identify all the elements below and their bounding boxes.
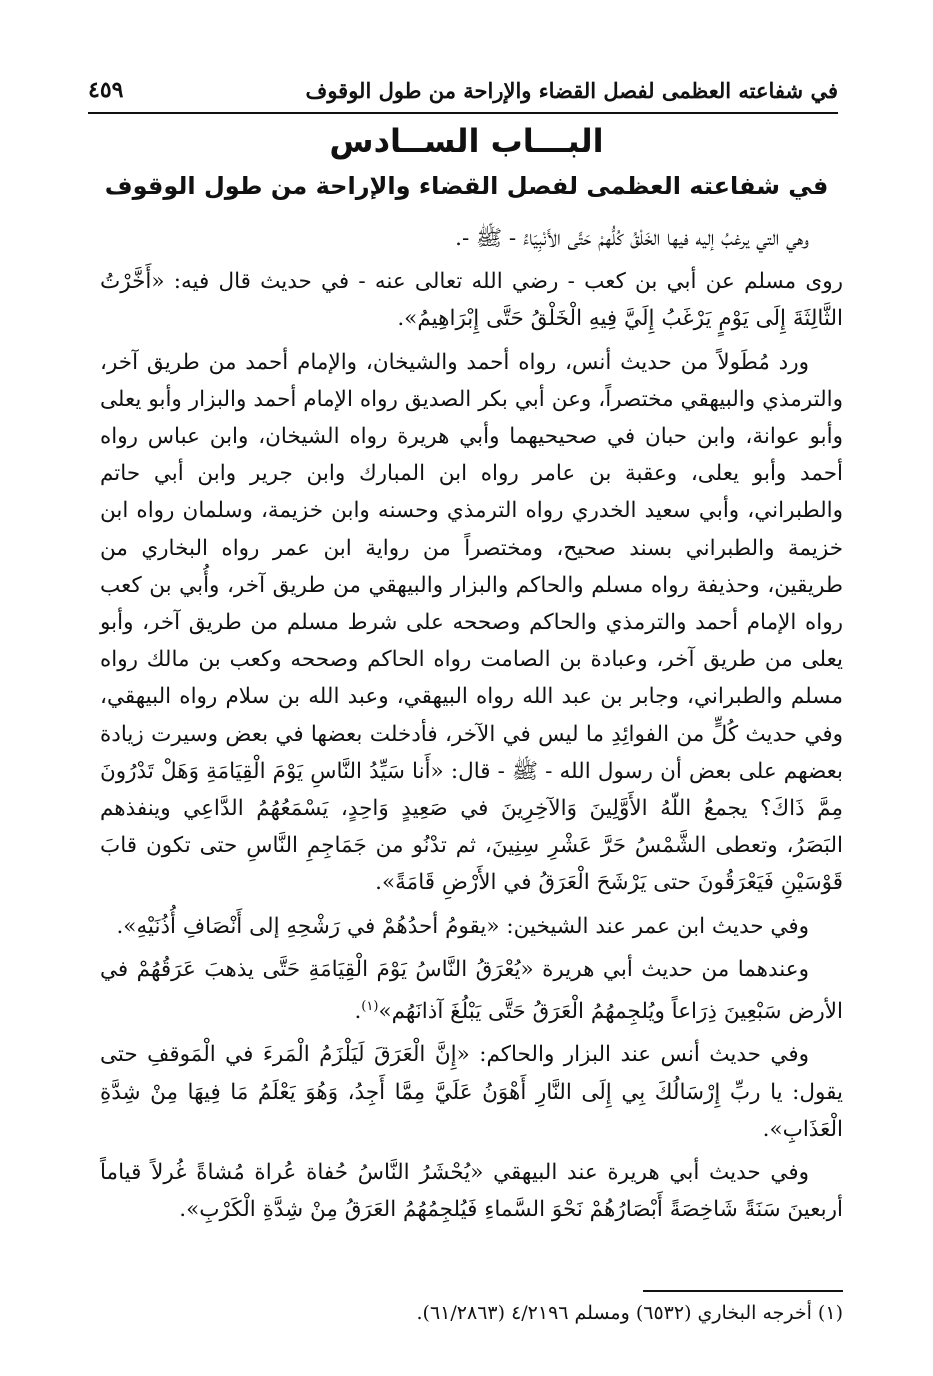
chapter-subtitle: في شفاعته العظمى لفصل القضاء والإراحة من طول الوقوف bbox=[104, 172, 829, 200]
page-number: ٤٥٩ bbox=[88, 77, 124, 103]
paragraph: وفي حديث ابن عمر عند الشيخين: «يقومُ أحدُهُمْ في رَشْحِهِ إلى أَنْصَافِ أُذُنَيْهِ». bbox=[116, 913, 809, 939]
running-header bbox=[88, 68, 838, 114]
paragraph: وفي حديث أنس عند البزار والحاكم: «إِنَّ الْعَرَقَ لَيَلْزَمُ الْمَرءَ في الْمَوقفِ حتى يقول: يا ربِّ إِرْسَالُكَ بِي إِلَى النَّارِ أَهْوَنُ عَلَيَّ مِمَّا أَجِدُ، وَهُوَ يَعْلَمُ مَا فِيهَا مِنْ شِدَّةِ الْعَذَابِ». bbox=[100, 1042, 843, 1142]
paragraph: وفي حديث أبي هريرة عند البيهقي «يُحْشَرُ النَّاسُ حُفاة عُراة مُشاةً غُرلاً قياماً أربعينَ سَنَةً شَاخِصَةً أَبْصَارُهُمْ نَحْوَ السَّماءِ فَيُلجِمُهُمُ العَرَقُ مِنْ شِدَّةِ الْكَرْبِ». bbox=[100, 1160, 843, 1223]
paragraph: وعندهما من حديث أبي هريرة «يُعْرَقُ النَّاسُ يَوْمَ الْقِيَامَةِ حَتَّى يذهبَ عَرَقُهُمْ في الأرض سَبْعِينَ ذِرَاعاً ويُلجِمهُمُ الْعَرَقُ حَتَّى يَبْلُغَ آذانَهُم»$^{(١)}$. bbox=[100, 956, 843, 1025]
paragraph: روى مسلم عن أبي بن كعب - رضي الله تعالى عنه - في حديث قال فيه: «أَخَّرْتُ الثَّالِثَةَ إِلَى يَوْمٍ يَرْغَبُ إِلَيَّ فِيهِ الْخَلْقُ حَتَّى إِبْرَاهِيمُ». bbox=[100, 269, 843, 332]
running-title: في شفاعته العظمى لفصل القضاء والإراحة من طول الوقوف bbox=[305, 77, 838, 103]
footnote: (١) أخرجه البخاري (٦٥٣٢) ومسلم ٤/٢١٩٦ (٦١/٢٨٦٣). bbox=[416, 1302, 843, 1324]
paragraph-text: وعندهما من حديث أبي هريرة «يُعْرَقُ النَّاسُ يَوْمَ الْقِيَامَةِ حَتَّى يذهبَ عَرَقُهُمْ في الأرض سَبْعِينَ ذِرَاعاً ويُلجِمهُمُ الْعَرَقُ حَتَّى يَبْلُغَ آذانَهُم» bbox=[100, 956, 843, 1025]
body-text bbox=[100, 220, 843, 1234]
paragraph: ورد مُطَولاً من حديث أنس، رواه أحمد والشيخان، والإمام أحمد من طريق آخر، والترمذي والبيهقي مختصراً، وعن أبي بكر الصديق رواه الإمام أحمد والبزار وأبو يعلى وأبو عوانة، وابن حبان في صحيحيهما وأبي هريرة رواه الشيخان، وابن عباس رواه أحمد وأبو يعلى، وعقبة بن عامر رواه ابن المبارك وابن جرير وابن أبي حاتم والطبراني، وأبي سعيد الخدري رواه الترمذي وحسنه وابن خزيمة، وسلمان رواه ابن خزيمة والطبراني بسند صحيح، ومختصراً من رواية ابن عمر رواه البخاري من طريقين، وحذيفة رواه مسلم والحاكم والبزار والبيهقي من طريق آخر، وأُبي بن كعب رواه الإمام أحمد والترمذي والحاكم وصححه على شرط مسلم من طريق آخر، وأبو يعلى من طريق آخر، وعبادة بن الصامت رواه الحاكم وصححه وكعب بن مالك رواه مسلم والطبراني، وجابر بن عبد الله رواه البيهقي، وعبد الله بن سلام رواه البيهقي، وفي حديث كُلٍّ من الفوائِدِ ما ليس في الآخر، فأدخلت بعضها في بعض وسيرت زيادة بعضهم على بعض أن رسول الله - ﷺ - قال: «أَنا سَيِّدُ النَّاسِ يَوْمَ الْقِيَامَةِ وَهَلْ تَدْرُونَ مِمَّ ذَاكَ؟ يجمعُ اللّهُ الأَوَّلِينَ وَالآخِرِينَ في صَعِيدٍ وَاحِدٍ، يَسْمَعُهُمُ الدَّاعِي وينفذهم البَصَرُ، وتعطى الشَّمْسُ حَرَّ عَشْرِ سِنِينَ، ثم تدْنُو من جَمَاجِمِ النَّاسِ حتى تكون قابَ قَوْسَيْنِ فَيَعْرَقُونَ حتى يَرْشَحَ الْعَرَقُ في الأَرْضِ قَامَةً». bbox=[100, 349, 843, 896]
paragraph: وهي التي يرغبُ إليه فيها الخَلْقُ كُلُّهمْ حَتَّى الأَنْبِيَاءُ - ﷺ -. bbox=[455, 226, 809, 251]
footnote-divider bbox=[643, 1290, 843, 1292]
footnote-marker: (١) bbox=[361, 999, 379, 1015]
chapter-title: البـــاب الســادس bbox=[329, 122, 604, 160]
